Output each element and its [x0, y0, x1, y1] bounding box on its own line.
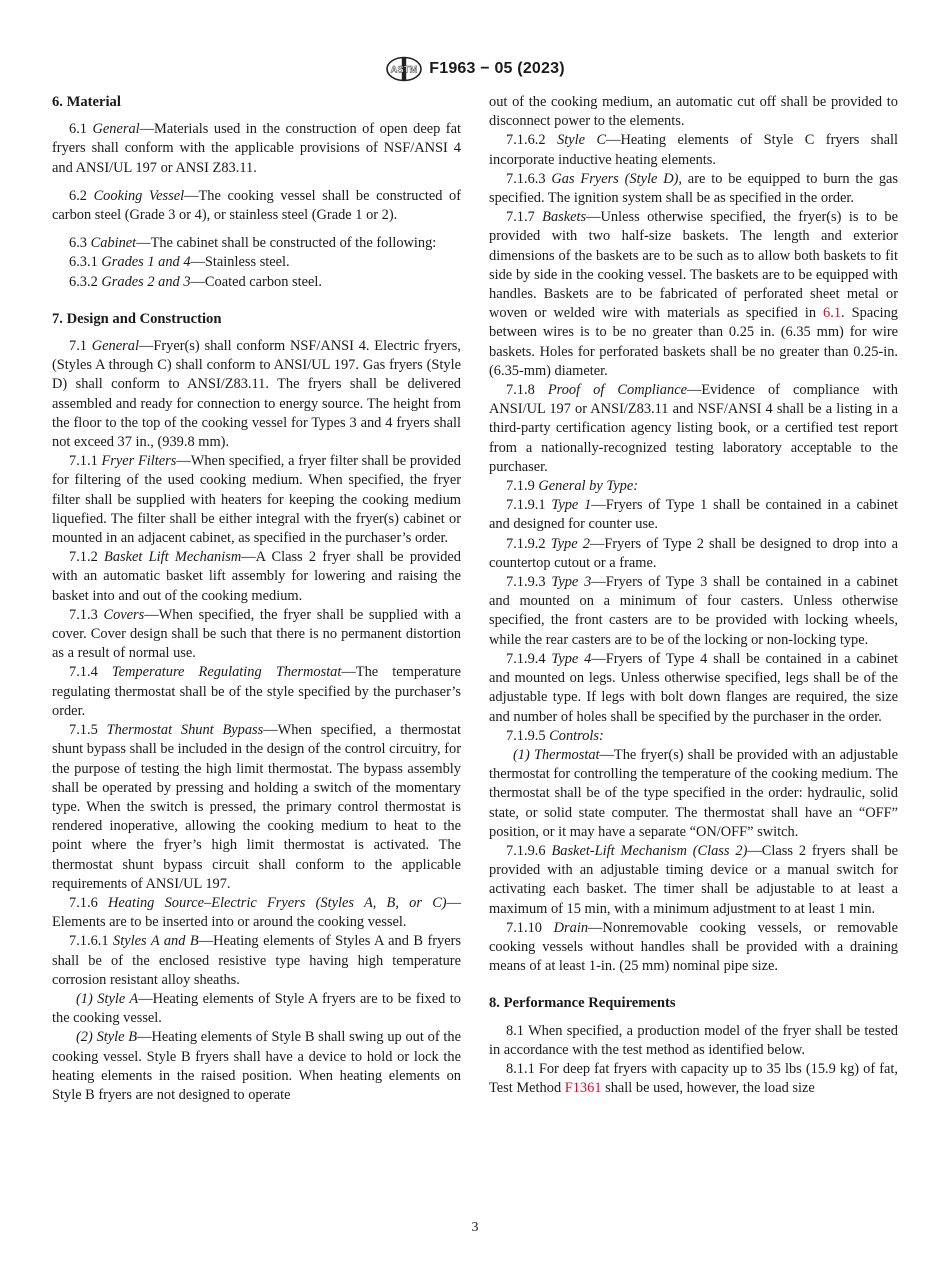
para-number: 7.1.9.3 — [506, 574, 552, 591]
para-number: 7.1.6.1 — [69, 933, 114, 950]
paragraph-7-1-1 — [52, 452, 461, 548]
para-number: 7.1 — [69, 338, 92, 355]
para-text: —Heating elements of Styles A and B fryers shall be of the enclosed resistive type having high temperature corrosion resistant alloy sheaths. — [52, 933, 461, 988]
section-6-1-link[interactable]: 6.1 — [823, 305, 842, 322]
paragraph-6-3-2 — [52, 273, 461, 292]
para-number: 7.1.1 — [69, 453, 102, 470]
para-text: —Elements are to be inserted into or around the cooking vessel. — [52, 894, 461, 931]
paragraph-7-1-6-3 — [489, 170, 898, 208]
paragraph-continued: out of the cooking medium, an automatic cut off shall be provided to disconnect power to the elements. — [489, 94, 898, 130]
para-text: —Nonremovable cooking vessels, or removable cooking vessels without handles shall be provided with a draining means of at least 1-in. (25 mm) nominal pipe size. — [489, 919, 898, 975]
para-title: Covers — [103, 606, 145, 623]
para-title: Style B — [96, 1029, 138, 1046]
para-text: —Coated carbon steel. — [190, 273, 323, 290]
left-column — [52, 93, 461, 1105]
para-title: Grades 1 and 4 — [101, 254, 191, 271]
paragraph-7-1-9-4 — [489, 650, 898, 727]
para-text: —Unless otherwise specified, the fryer(s) is to be provided with two half-size baskets. The length and exterior dimensions of the baskets are to be such as to allow both baskets to fit side by side in the cooking vessel. The baskets are to be equipped with handles. Baskets are to be fabricated of perforated sheet metal or woven or welded wire with materials as specified in — [489, 209, 898, 322]
para-number: 6.3.1 — [69, 254, 102, 271]
para-number: 7.1.9.6 — [506, 842, 552, 859]
para-text: —When specified, a fryer filter shall be provided for filtering of the used cooking medium. When specified, the fryer filter shall be supplied with heaters for keeping the cooking medium liquefied. The filter shall be either integral with the fryer(s) cabinet or mounted in an adjacent cabinet, as specified in the purchaser’s order. — [52, 453, 461, 547]
para-title: Grades 2 and 3 — [101, 273, 191, 290]
para-title: Fryer Filters — [101, 453, 177, 470]
para-text: —Class 2 fryers shall be provided with an adjustable timing device or a manual switch for activating each basket. The timer shall be adjustable to at least a maximum of 15 min, with a minimum adjustment to at least 1 min. — [489, 842, 899, 917]
para-number: 7.1.9.2 — [506, 535, 551, 552]
para-title: Temperature Regulating Thermostat — [111, 664, 342, 681]
para-text: 8.1.1 For deep fat fryers with capacity up to 35 lbs (15.9 kg) of fat, Test Method — [489, 1060, 898, 1097]
para-text: —Materials used in the construction of open deep fat fryers shall conform with the applicable provisions of NSF/ANSI 4 and ANSI/UL 197 or ANSI Z83.11. — [52, 121, 461, 176]
para-number: 7.1.5 — [69, 722, 107, 739]
paragraph-thermostat — [489, 746, 898, 842]
para-text: —Heating elements of Style C fryers shall incorporate inductive heating elements. — [489, 132, 898, 168]
para-text: shall be used, however, the load size — [601, 1080, 815, 1097]
para-title: Basket-Lift Mechanism (Class 2) — [551, 842, 748, 859]
para-number: 7.1.9.5 — [506, 727, 550, 744]
para-number: 7.1.3 — [69, 606, 104, 623]
paragraph-7-1 — [52, 337, 461, 452]
paragraph-7-1-9-5 — [489, 727, 898, 746]
para-number: (1) — [513, 746, 534, 763]
astm-logo-icon — [385, 56, 423, 82]
paragraph-style-b — [52, 1028, 461, 1105]
paragraph-style-a — [52, 990, 461, 1028]
para-number: 7.1.8 — [506, 382, 548, 399]
para-text: —Stainless steel. — [190, 254, 290, 271]
paragraph-7-1-6 — [52, 894, 461, 932]
para-title: Type 1 — [551, 497, 592, 514]
para-text: —Fryers of Type 4 shall be contained in a cabinet and mounted on legs. Unless otherwise specified, legs shall be of the adjustable type. If legs with bolt down flanges are required, the size and number of holes shall be specified by the purchaser in the order. — [489, 650, 899, 725]
paragraph-6-3-1 — [52, 253, 461, 272]
para-number: 7.1.10 — [506, 919, 554, 936]
para-title: Basket Lift Mechanism — [104, 549, 242, 566]
para-text: —A Class 2 fryer shall be provided with an automatic basket lift assembly for lowering and raising the basket into and out of the cooking medium. — [52, 549, 461, 604]
para-number: 6.2 — [69, 187, 94, 204]
para-text: —Fryers of Type 2 shall be designed to drop into a countertop cutout or a frame. — [489, 535, 899, 571]
para-title: Cabinet — [90, 235, 137, 252]
paragraph-7-1-7 — [489, 208, 898, 381]
para-text: —Heating elements of Style B shall swing up out of the cooking vessel. Style B fryers shall have a device to hold or lock the heating elements in the raised position. When heating elements on Style B fryers are not designed to operate — [52, 1029, 461, 1103]
section-8-heading: 8. Performance Requirements — [489, 995, 676, 1012]
para-title: Thermostat — [533, 746, 600, 763]
document-designation: F1963 − 05 (2023) — [429, 60, 565, 77]
paragraph-6-1 — [52, 120, 461, 178]
para-number: 6.1 — [69, 121, 93, 138]
para-text: —When specified, a thermostat shunt bypass shall be included in the design of the control circuitry, for the purpose of testing the high limit thermostat. The bypass assembly shall be operated by pressing and holding a switch of the momentary type. When the switch is pressed, the primary control thermostat is rendered inoperative, allowing the cooking medium to heat to the point where the fryer’s high limit thermostat is activated. The thermostat shunt bypass circuit shall conform to the applicable requirements of ANSI/UL 197. — [52, 722, 461, 892]
paragraph-7-1-4 — [52, 663, 461, 721]
para-number: 7.1.6.2 — [506, 132, 558, 149]
para-title: Drain — [553, 919, 589, 936]
para-text: —Evidence of compliance with ANSI/UL 197 or ANSI/Z83.11 and NSF/ANSI 4 shall be a listing in a third-party certification agency listing book, or a certified test report from a nationally-recognized testing laboratory acceptable to the purchaser. — [489, 382, 898, 475]
paragraph-7-1-9-1 — [489, 496, 898, 534]
para-title: Heating Source–Electric Fryers (Styles A, B, or C) — [108, 894, 447, 911]
para-text: —The fryer(s) shall be provided with an adjustable thermostat for controlling the temperature of the cooking medium. The thermostat shall be of the type specified in the order: hydraulic, solid state, or solid state computer. The thermostat shall have an “OFF” position, or it may have a separate “ON/OFF” switch. — [489, 746, 898, 840]
para-text: . Spacing between wires is to be no greater than 0.25 in. (6.35 mm) for wire baskets. Holes for perforated baskets shall be no greater than 0.25-in. (6.35-mm) diameter. — [489, 305, 899, 379]
page-header — [0, 56, 950, 82]
paragraph-8-1: 8.1 When specified, a production model of the fryer shall be tested in accordance with the test method as identified below. — [489, 1022, 898, 1058]
para-text: —When specified, the fryer shall be supplied with a cover. Cover design shall be such that there is no permanent distortion as a result of normal use. — [52, 606, 461, 662]
para-number: 7.1.2 — [69, 549, 105, 566]
para-title: Proof of Compliance — [547, 382, 687, 399]
para-text: —The temperature regulating thermostat shall be of the style specified by the purchaser’s order. — [52, 664, 461, 719]
para-number: 7.1.7 — [506, 209, 543, 226]
para-number: 7.1.6 — [69, 894, 109, 911]
para-number: 7.1.4 — [69, 664, 112, 681]
para-title: Type 2 — [550, 535, 590, 552]
para-number: 6.3 — [69, 235, 91, 252]
para-number: 7.1.9 — [506, 478, 539, 495]
para-text: —Fryers of Type 1 shall be contained in a cabinet and designed for counter use. — [489, 497, 899, 533]
para-text: —The cooking vessel shall be constructed of carbon steel (Grade 3 or 4), or stainless steel (Grade 1 or 2). — [52, 187, 462, 224]
paragraph-7-1-9-6 — [489, 842, 898, 919]
paragraph-7-1-9 — [489, 477, 898, 496]
section-6-heading: 6. Material — [52, 94, 121, 110]
para-number: 7.1.6.3 — [506, 170, 552, 187]
para-text: —Fryers of Type 3 shall be contained in a cabinet and mounted on a minimum of four casters. Unless otherwise specified, the front casters are to be provided with locking wheels, while the rear casters are to be of the locking or non-locking type. — [489, 574, 899, 648]
paragraph-7-1-3 — [52, 606, 461, 664]
paragraph-7-1-2 — [52, 548, 461, 606]
paragraph-6-2 — [52, 187, 461, 225]
para-title: General — [92, 121, 140, 138]
paragraph-7-1-9-2 — [489, 535, 898, 573]
paragraph-7-1-5 — [52, 721, 461, 894]
para-number: 7.1.9.4 — [506, 650, 552, 667]
section-7-heading: 7. Design and Construction — [52, 310, 222, 327]
para-title: Gas Fryers (Style D), — [551, 170, 682, 187]
para-title: Style A — [97, 990, 139, 1007]
right-column — [489, 93, 898, 1098]
page-number: 3 — [471, 1220, 479, 1235]
para-title: General — [91, 338, 139, 355]
para-title: General by Type: — [538, 478, 639, 495]
paragraph-7-1-10 — [489, 919, 898, 977]
para-number: 6.3.2 — [69, 273, 102, 290]
para-number: (2) — [76, 1029, 97, 1046]
f1361-link[interactable]: F1361 — [564, 1080, 602, 1097]
para-title: Type 3 — [551, 574, 592, 591]
para-title: Thermostat Shunt Bypass — [106, 722, 264, 739]
para-title: Baskets — [542, 209, 587, 226]
para-title: Styles A and B — [113, 933, 199, 950]
para-number: (1) — [76, 990, 98, 1007]
logo-lettering: ASTM — [390, 64, 418, 76]
para-number: 7.1.9.1 — [506, 497, 552, 514]
paragraph-7-1-8 — [489, 381, 898, 477]
para-text: —The cabinet shall be constructed of the following: — [136, 235, 437, 252]
paragraph-7-1-9-3 — [489, 573, 898, 650]
paragraph-7-1-6-1 — [52, 932, 461, 990]
paragraph-6-3 — [52, 234, 461, 253]
para-text: are to be equipped to burn the gas specified. The ignition system shall be as specified in the order. — [489, 170, 899, 207]
para-title: Cooking Vessel — [93, 187, 185, 204]
para-title: Style C — [557, 132, 607, 149]
para-title: Type 4 — [551, 650, 592, 667]
paragraph-8-1-1 — [489, 1060, 898, 1098]
para-text: —Heating elements of Style A fryers are to be fixed to the cooking vessel. — [52, 990, 461, 1027]
para-text: —Fryer(s) shall conform NSF/ANSI 4. Electric fryers, (Styles A through C) shall conform to ANSI/UL 197. Gas fryers (Style D) shall conform to ANSI/Z83.11. The fryers shall be delivered assembled and ready for connection to energy source. The height from the floor to the top of the cooking vessel for Types 3 and 4 fryers shall not exceed 37 in., (939.8 mm). — [52, 338, 461, 451]
paragraph-7-1-6-2 — [489, 131, 898, 169]
para-title: Controls: — [549, 727, 604, 744]
